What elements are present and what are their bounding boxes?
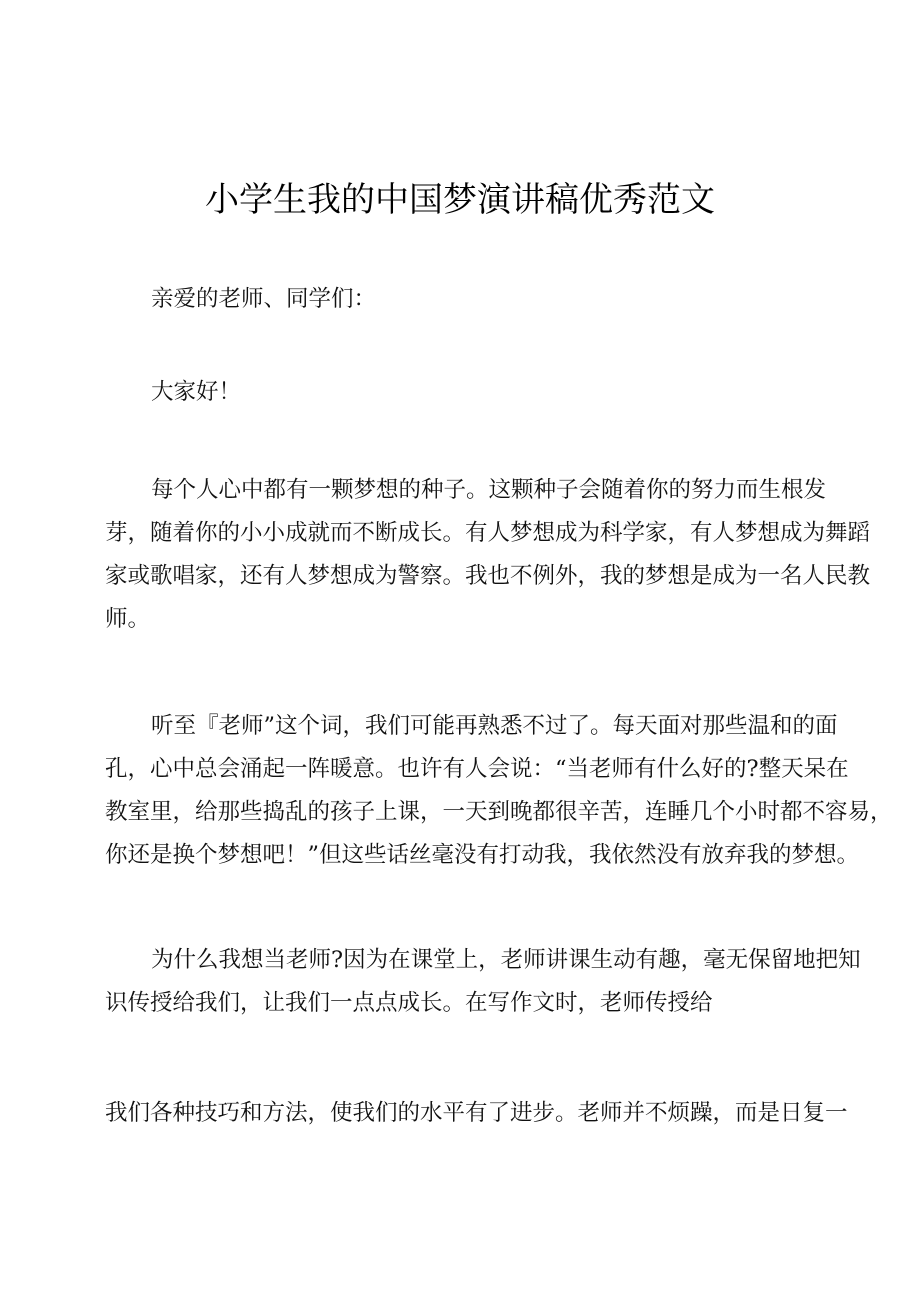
paragraph-continued	[105, 1092, 848, 1135]
paragraph-line: 每个人心中都有一颗梦想的种子。这颗种子会随着你的努力而生根发	[151, 477, 827, 503]
paragraph-line: 你还是换个梦想吧！”但这些话丝毫没有打动我，我依然没有放弃我的梦想。	[105, 842, 860, 868]
paragraph-line: 识传授给我们，让我们一点点成长。在写作文时，老师传授给	[105, 990, 713, 1016]
paragraph-dream-seed	[105, 469, 871, 641]
paragraph-line: 芽，随着你的小小成就而不断成长。有人梦想成为科学家，有人梦想成为舞蹈	[105, 520, 871, 546]
paragraph-teacher-word	[105, 705, 893, 877]
greeting-line: 亲爱的老师、同学们：	[151, 286, 377, 312]
paragraph-line: 听至『老师”这个词，我们可能再熟悉不过了。每天面对那些温和的面	[151, 713, 838, 739]
document-title: 小学生我的中国梦演讲稿优秀范文	[205, 180, 715, 220]
paragraph-line: 我们各种技巧和方法，使我们的水平有了进步。老师并不烦躁，而是日复一	[105, 1100, 848, 1126]
paragraph-line: 家或歌唱家，还有人梦想成为警察。我也不例外，我的梦想是成为一名人民教	[105, 563, 871, 589]
paragraph-line: 孔，心中总会涌起一阵暖意。也许有人会说：“当老师有什么好的?整天呆在	[105, 756, 849, 782]
paragraph-line: 教室里，给那些捣乱的孩子上课，一天到晚都很辛苦，连睡几个小时都不容易，	[105, 799, 893, 825]
paragraph-line: 为什么我想当老师?因为在课堂上，老师讲课生动有趣，毫无保留地把知	[151, 947, 861, 973]
paragraph-why-teacher	[105, 939, 861, 1025]
paragraph-line: 师。	[105, 606, 151, 632]
hello-line: 大家好！	[151, 379, 242, 405]
